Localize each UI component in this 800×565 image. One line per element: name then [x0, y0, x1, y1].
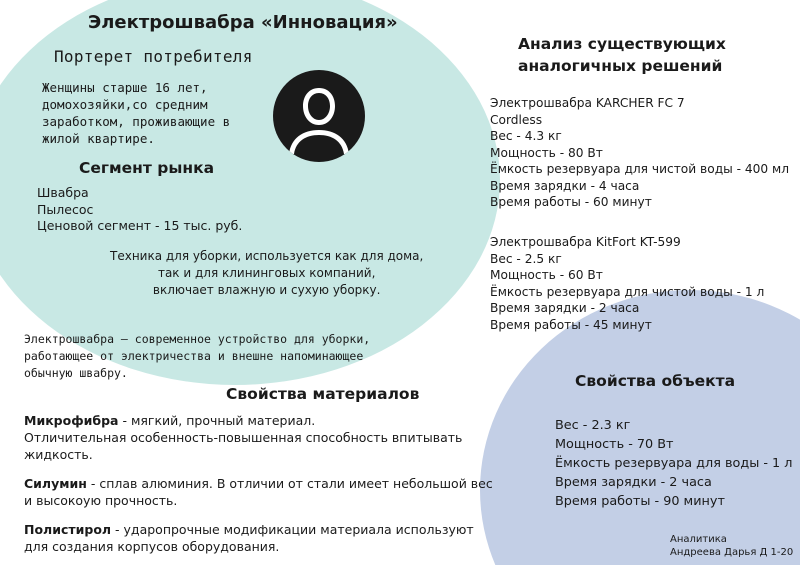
portrait-line: Женщины старше 16 лет,: [42, 80, 208, 95]
segment-desc-line: включает влажную и сухую уборку.: [152, 283, 381, 297]
material-desc-line: Отличительная особенность-повышенная способность впитывать: [24, 430, 463, 445]
material-desc-line: для создания корпусов оборудования.: [24, 539, 280, 554]
analysis-heading-line: Анализ существующих: [518, 35, 726, 53]
materials-list: [24, 412, 504, 555]
material-item-polystyrene: [24, 521, 504, 555]
object-spec: Мощность - 70 Вт: [555, 437, 674, 452]
material-desc-line: жидкость.: [24, 447, 93, 462]
product-kitfort: [490, 234, 764, 333]
material-desc: - ударопрочные модификации материала используют: [111, 522, 474, 537]
product-spec: Электрошвабра KARCHER FC 7: [490, 96, 685, 110]
definition-line: работающее от электричества и внешне напоминающее: [24, 349, 364, 363]
footer-line: Андреева Дарья Д 1-20: [670, 547, 794, 558]
object-spec: Ёмкость резервуара для воды - 1 л: [555, 456, 793, 471]
material-desc: - мягкий, прочный материал.: [118, 413, 316, 428]
materials-heading: Свойства материалов: [226, 385, 420, 403]
segment-list: [37, 185, 242, 235]
person-icon: [273, 70, 365, 162]
material-item-silumin: [24, 475, 504, 509]
object-spec: Вес - 2.3 кг: [555, 418, 631, 433]
product-spec: Время работы - 45 минут: [490, 317, 652, 332]
product-spec: Мощность - 60 Вт: [490, 268, 603, 282]
definition-line: обычную швабру.: [24, 366, 128, 380]
product-spec: Вес - 2.5 кг: [490, 251, 562, 266]
material-desc: - сплав алюминия. В отличии от стали имеет небольшой вес: [86, 476, 493, 491]
portrait-line: жилой квартире.: [42, 131, 155, 146]
product-spec: Cordless: [490, 112, 543, 127]
material-name: Силумин: [24, 476, 87, 491]
material-name: Микрофибра: [24, 413, 119, 428]
segment-desc-line: Техника для уборки, используется как для дома,: [110, 249, 424, 263]
portrait-text: [42, 79, 230, 147]
analysis-heading-line: аналогичных решений: [518, 57, 723, 75]
portrait-heading: Портерет потребителя: [54, 47, 253, 66]
segment-description: [110, 248, 423, 299]
object-heading: Свойства объекта: [575, 372, 736, 390]
product-karcher: [490, 95, 789, 211]
product-spec: Электрошвабра KitFort KT-599: [490, 235, 681, 249]
analysis-heading: [518, 33, 726, 77]
object-spec: Время работы - 90 минут: [555, 494, 725, 509]
product-spec: Время зарядки - 2 часа: [490, 301, 640, 315]
segment-item: Швабра: [37, 185, 89, 200]
material-item-microfiber: [24, 412, 504, 463]
product-spec: Время работы - 60 минут: [490, 195, 652, 209]
person-icon-svg: [273, 70, 365, 162]
portrait-line: заработком, проживающие в: [42, 114, 231, 129]
poster-title: Электрошвабра «Инновация»: [88, 12, 398, 33]
definition-text: [24, 331, 370, 382]
material-name: Полистирол: [24, 522, 112, 537]
portrait-line: домохозяйки,со средним: [42, 97, 208, 112]
segment-heading: Сегмент рынка: [79, 159, 215, 177]
author-footer: [670, 533, 793, 559]
product-spec: Ёмкость резервуара для чистой воды - 1 л: [490, 284, 765, 299]
object-spec: Время зарядки - 2 часа: [555, 475, 712, 490]
product-spec: Ёмкость резервуара для чистой воды - 400 мл: [490, 162, 790, 176]
segment-item: Ценовой сегмент - 15 тыс. руб.: [37, 218, 243, 233]
material-desc-line: и высокоую прочность.: [24, 493, 178, 508]
product-spec: Вес - 4.3 кг: [490, 129, 562, 143]
object-properties: [555, 416, 792, 511]
definition-line: Электрошвабра – современное устройство для уборки,: [24, 332, 371, 346]
segment-item: Пылесос: [37, 201, 94, 217]
footer-line: Аналитика: [670, 534, 727, 545]
product-spec: Мощность - 80 Вт: [490, 145, 603, 160]
product-spec: Время зарядки - 4 часа: [490, 178, 640, 193]
segment-desc-line: так и для клининговых компаний,: [157, 266, 376, 280]
